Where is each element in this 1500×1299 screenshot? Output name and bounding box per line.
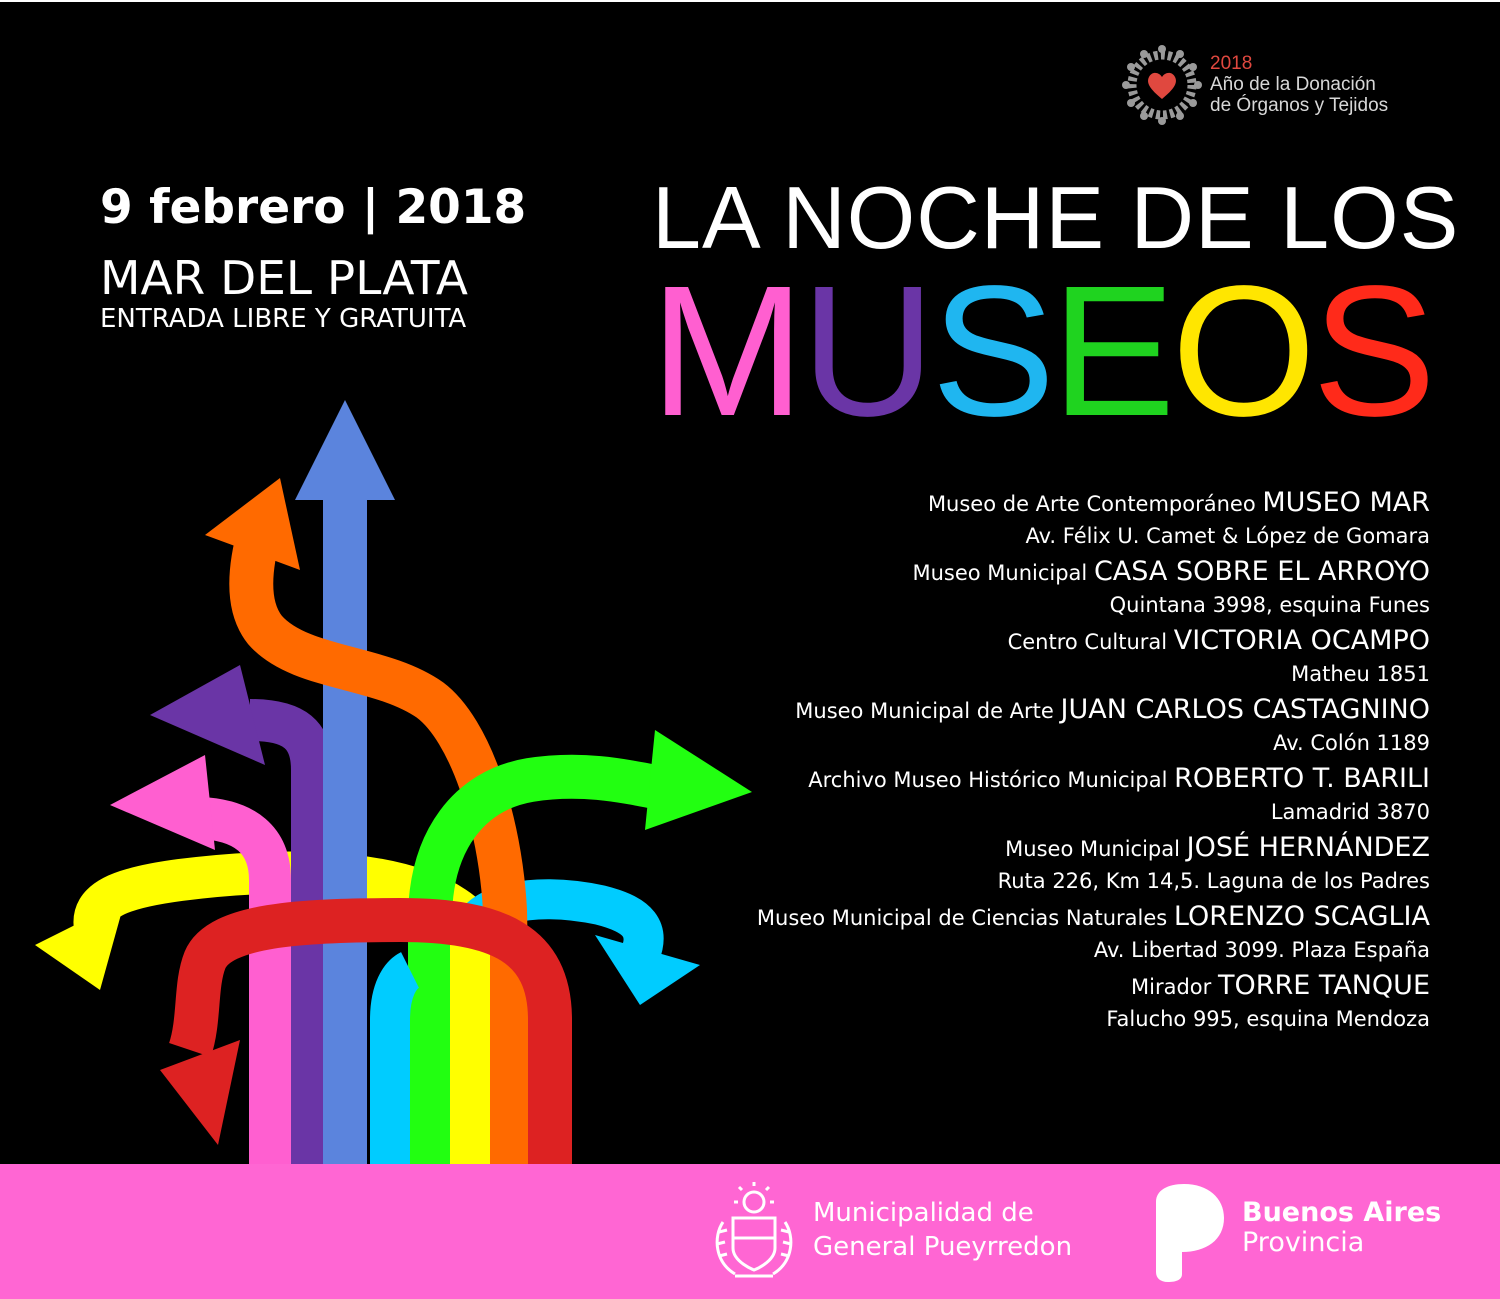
event-info <box>100 178 527 334</box>
museum-address: Matheu 1851 <box>1291 662 1430 686</box>
municipality-name <box>813 1196 1072 1264</box>
museum-type: Mirador <box>1131 975 1218 999</box>
purple-arrowhead <box>150 665 265 765</box>
museum-name: ROBERTO T. BARILI <box>1174 763 1430 794</box>
ba-line-2: Provincia <box>1242 1227 1365 1258</box>
museum-name: TORRE TANQUE <box>1217 970 1430 1001</box>
museum-type: Archivo Museo Histórico Municipal <box>808 768 1175 792</box>
museum-heading <box>670 693 1430 728</box>
museum-name: CASA SOBRE EL ARROYO <box>1093 556 1430 587</box>
pink-arrowhead <box>110 755 215 850</box>
museum-heading <box>670 831 1430 866</box>
museum-item <box>670 624 1430 689</box>
museum-heading <box>670 624 1430 659</box>
museum-heading <box>670 969 1430 1004</box>
badge-year: 2018 <box>1210 53 1253 74</box>
title-letter: U <box>800 248 932 455</box>
ba-line-1: Buenos Aires <box>1242 1197 1442 1228</box>
event-date: 9 febrero | 2018 <box>100 180 527 235</box>
muni-line-2: General Pueyrredon <box>813 1232 1073 1262</box>
sponsor-footer <box>0 1164 1500 1299</box>
museum-item <box>670 969 1430 1034</box>
museum-address: Lamadrid 3870 <box>1270 800 1430 824</box>
museum-item <box>670 555 1430 620</box>
title-letter: S <box>931 248 1052 455</box>
red-arrowhead <box>160 1040 240 1145</box>
museum-address: Av. Félix U. Camet & López de Gomara <box>1025 524 1430 548</box>
museum-type: Museo Municipal de Arte <box>795 699 1061 723</box>
museum-item <box>670 831 1430 896</box>
badge-text <box>1210 53 1388 116</box>
cyan-strand <box>390 970 410 1170</box>
museum-type: Museo Municipal <box>1005 837 1187 861</box>
province-name <box>1242 1198 1441 1258</box>
muni-line-1: Municipalidad de <box>813 1198 1034 1228</box>
museum-heading <box>670 762 1430 797</box>
title-letter: O <box>1171 248 1313 455</box>
museum-name: JUAN CARLOS CASTAGNINO <box>1060 694 1430 725</box>
museum-name: MUSEO MAR <box>1262 487 1430 518</box>
museum-heading <box>670 486 1430 521</box>
blue-arrowhead <box>295 400 395 500</box>
museum-heading <box>670 555 1430 590</box>
green-arrowhead <box>645 730 752 830</box>
heart-shape <box>1148 73 1176 99</box>
title-line-1: LA NOCHE DE LOS <box>652 168 1460 267</box>
title-letter: M <box>650 248 801 455</box>
title-letter: S <box>1312 248 1433 455</box>
donation-year-badge <box>1122 45 1442 125</box>
title-letter: E <box>1051 248 1172 455</box>
museum-item <box>670 693 1430 758</box>
museum-type: Museo Municipal <box>912 561 1094 585</box>
heart-people-icon <box>1122 45 1202 125</box>
municipal-crest-icon <box>705 1182 803 1282</box>
museum-address: Ruta 226, Km 14,5. Laguna de los Padres <box>997 869 1430 893</box>
museum-address: Falucho 995, esquina Mendoza <box>1106 1007 1430 1031</box>
museum-address: Quintana 3998, esquina Funes <box>1109 593 1430 617</box>
museum-name: JOSÉ HERNÁNDEZ <box>1186 832 1430 863</box>
museum-type: Museo de Arte Contemporáneo <box>927 492 1263 516</box>
museum-list <box>670 486 1430 1038</box>
museum-item <box>670 486 1430 551</box>
museum-heading <box>670 900 1430 935</box>
badge-line-1: Año de la Donación <box>1210 74 1376 95</box>
museum-name: LORENZO SCAGLIA <box>1173 901 1430 932</box>
museum-name: VICTORIA OCAMPO <box>1173 625 1430 656</box>
museum-type: Centro Cultural <box>1007 630 1174 654</box>
museum-address: Av. Libertad 3099. Plaza España <box>1093 938 1430 962</box>
museum-item <box>670 900 1430 965</box>
event-entry: ENTRADA LIBRE Y GRATUITA <box>100 304 467 334</box>
museum-item <box>670 762 1430 827</box>
badge-line-2: de Órganos y Tejidos <box>1210 95 1389 116</box>
buenos-aires-p-logo-icon <box>1148 1182 1228 1282</box>
rainbow-arrows-illustration <box>0 380 780 1170</box>
museum-address: Av. Colón 1189 <box>1273 731 1430 755</box>
event-city: MAR DEL PLATA <box>100 251 469 305</box>
museum-type: Museo Municipal de Ciencias Naturales <box>756 906 1174 930</box>
